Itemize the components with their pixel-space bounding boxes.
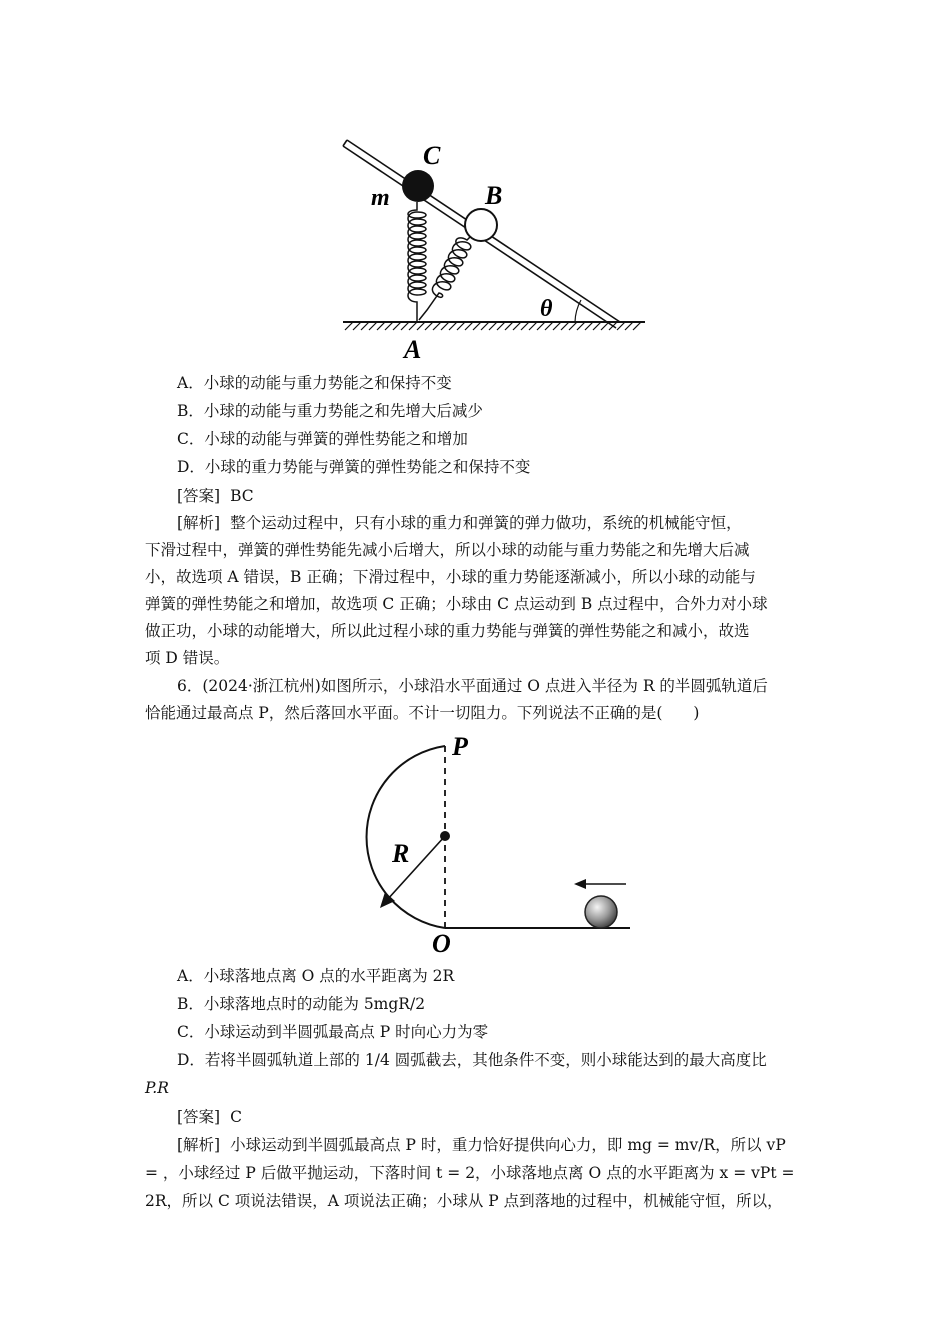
analysis-label: [解析] (177, 1136, 221, 1154)
rolling-ball (585, 896, 617, 928)
label-o: O (432, 929, 451, 958)
q5-analysis-line-6: 项 D 错误。 (145, 649, 230, 667)
answer-label: [答案] (177, 487, 221, 505)
q5-answer (177, 486, 254, 506)
q6-option-a: A．小球落地点离 O 点的水平距离为 2R (177, 967, 455, 985)
q5-analysis-line-5: 做正功，小球的动能增大，所以此过程小球的重力势能与弹簧的弹性势能之和减小，故选 (145, 622, 750, 640)
analysis-text: 小球运动到半圆弧最高点 P 时，重力恰好提供向心力，即 mg = mv/R，所以 vP (230, 1136, 786, 1154)
q6-analysis-line-2: = ，小球经过 P 后做平抛运动，下落时间 t = 2，小球落地点离 O 点的水平距离为 x = vPt = (145, 1164, 795, 1182)
q5-analysis-line-4: 弹簧的弹性势能之和增加，故选项 C 正确；小球由 C 点运动到 B 点过程中，合外力对小球 (145, 595, 768, 613)
label-c: C (423, 141, 441, 170)
q6-option-d: D．若将半圆弧轨道上部的 1/4 圆弧截去，其他条件不变，则小球能达到的最大高度比 (177, 1051, 767, 1069)
label-p: P (452, 732, 468, 761)
label-b: B (485, 181, 503, 210)
q6-option-d-cont: P.R (145, 1079, 169, 1097)
label-m: m (371, 185, 390, 211)
ball-b (465, 209, 497, 241)
label-r: R (392, 839, 410, 868)
slanted-spring (419, 232, 475, 320)
ball-c (402, 170, 434, 202)
label-theta: θ (540, 296, 553, 322)
q5-option-a: A．小球的动能与重力势能之和保持不变 (177, 374, 452, 392)
q5-option-c: C．小球的动能与弹簧的弹性势能之和增加 (177, 430, 468, 448)
q5-option-d: D．小球的重力势能与弹簧的弹性势能之和保持不变 (177, 458, 531, 476)
q6-analysis-line-1 (177, 1135, 786, 1155)
analysis-label: [解析] (177, 514, 221, 532)
vertical-spring (408, 202, 426, 322)
q5-option-b: B．小球的动能与重力势能之和先增大后减少 (177, 402, 483, 420)
q6-option-c: C．小球运动到半圆弧最高点 P 时向心力为零 (177, 1023, 489, 1041)
motion-arrowhead (574, 879, 586, 889)
analysis-text: 整个运动过程中，只有小球的重力和弹簧的弹力做功，系统的机械能守恒， (230, 514, 742, 532)
q5-analysis-line-2: 下滑过程中，弹簧的弹性势能先减小后增大，所以小球的动能与重力势能之和先增大后减 (145, 541, 750, 559)
q5-analysis-line-1 (177, 513, 742, 533)
q5-analysis-line-3: 小，故选项 A 错误，B 正确；下滑过程中，小球的重力势能逐渐减小，所以小球的动能与 (145, 568, 756, 586)
answer-value: BC (230, 487, 254, 505)
q6-stem-line-2: 恰能通过最高点 P，然后落回水平面。不计一切阻力。下列说法不正确的是( ) (145, 704, 700, 722)
q6-answer (177, 1107, 242, 1127)
q6-stem-line-1: 6．(2024·浙江杭州)如图所示，小球沿水平面通过 O 点进入半径为 R 的半圆弧轨道后 (177, 677, 768, 695)
q6-analysis-line-3: 2R，所以 C 项说法错误，A 项说法正确；小球从 P 点到落地的过程中，机械能守恒，所以， (145, 1192, 783, 1210)
ground-hatch (343, 322, 645, 330)
label-a: A (404, 335, 422, 364)
answer-value: C (230, 1108, 242, 1126)
q6-option-b: B．小球落地点时的动能为 5mgR/2 (177, 995, 426, 1013)
semicircle-track-figure (340, 730, 640, 960)
incline-spring-figure (335, 130, 655, 365)
answer-label: [答案] (177, 1108, 221, 1126)
semicircle-arc (367, 746, 445, 928)
